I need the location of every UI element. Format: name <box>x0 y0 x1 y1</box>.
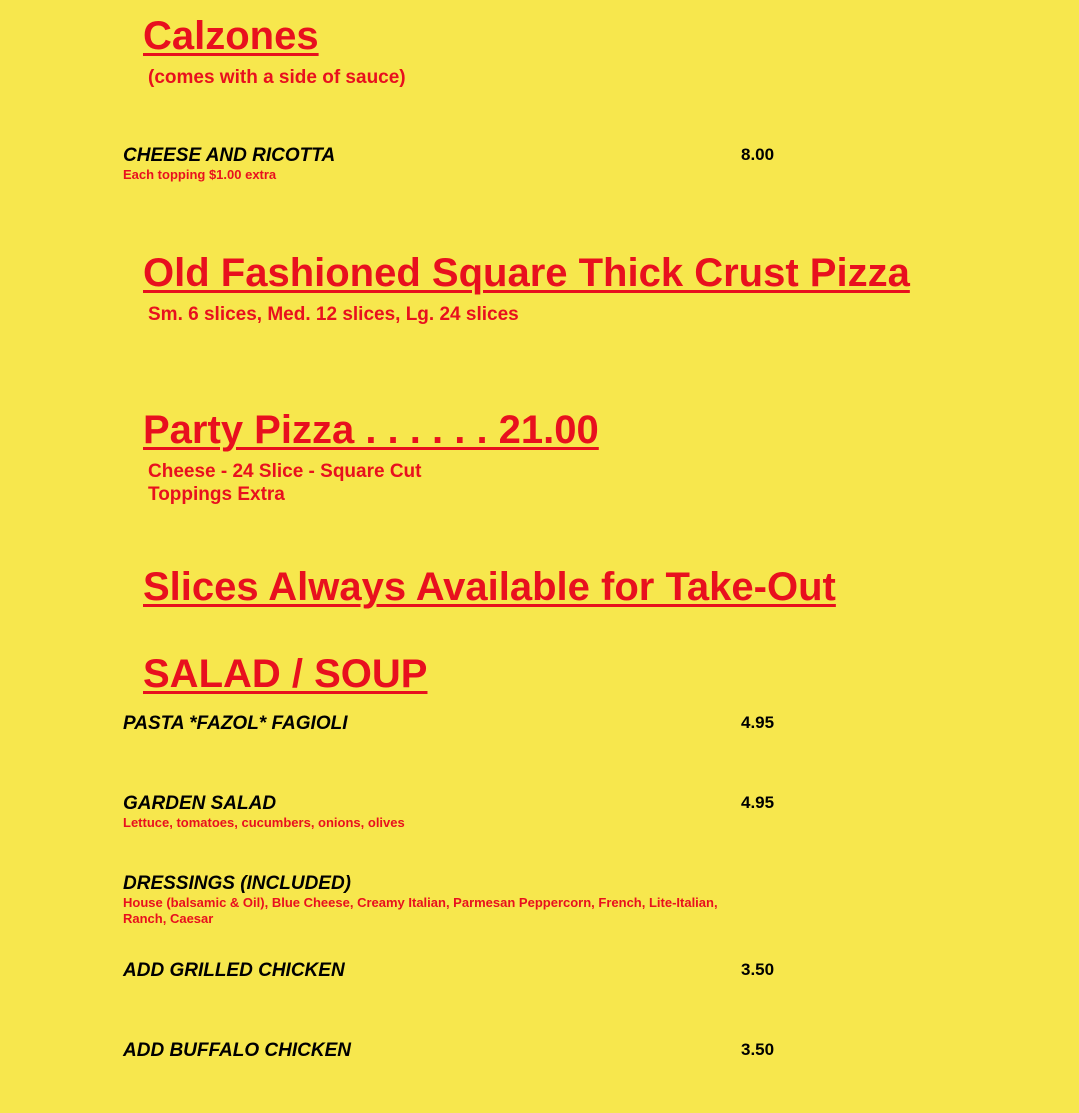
menu-item-price: 3.50 <box>741 960 775 979</box>
menu-item-price: 8.00 <box>741 145 775 164</box>
menu-item-name: DRESSINGS (INCLUDED) <box>123 873 352 894</box>
menu-item-name: ADD BUFFALO CHICKEN <box>123 1040 351 1061</box>
salad-soup-heading: SALAD / SOUP <box>143 652 428 696</box>
party-pizza-line2: Toppings Extra <box>148 484 285 505</box>
menu-item-desc: Lettuce, tomatoes, cucumbers, onions, olives <box>123 815 405 830</box>
menu-item-price: 3.50 <box>741 1040 775 1059</box>
menu-item-desc: House (balsamic & Oil), Blue Cheese, Creamy Italian, Parmesan Peppercorn, French, Lite-Italian, Ranch, Caesar <box>123 895 718 926</box>
party-pizza-line1: Cheese - 24 Slice - Square Cut <box>148 461 422 482</box>
menu-item-name: CHEESE AND RICOTTA <box>123 145 336 166</box>
menu-item-name: PASTA *FAZOL* FAGIOLI <box>123 713 348 734</box>
party-pizza-heading: Party Pizza . . . . . . 21.00 <box>143 408 599 452</box>
calzones-note: (comes with a side of sauce) <box>148 67 406 88</box>
menu-item-name: GARDEN SALAD <box>123 793 277 814</box>
thick-crust-heading: Old Fashioned Square Thick Crust Pizza <box>143 251 910 295</box>
slices-heading: Slices Always Available for Take-Out <box>143 565 836 609</box>
menu-item-price: 4.95 <box>741 793 775 812</box>
menu-item-desc: Each topping $1.00 extra <box>123 167 277 182</box>
menu-item-name: ADD GRILLED CHICKEN <box>123 960 345 981</box>
menu-item-price: 4.95 <box>741 713 775 732</box>
thick-crust-note: Sm. 6 slices, Med. 12 slices, Lg. 24 slices <box>148 304 519 325</box>
calzones-heading: Calzones <box>143 14 319 58</box>
